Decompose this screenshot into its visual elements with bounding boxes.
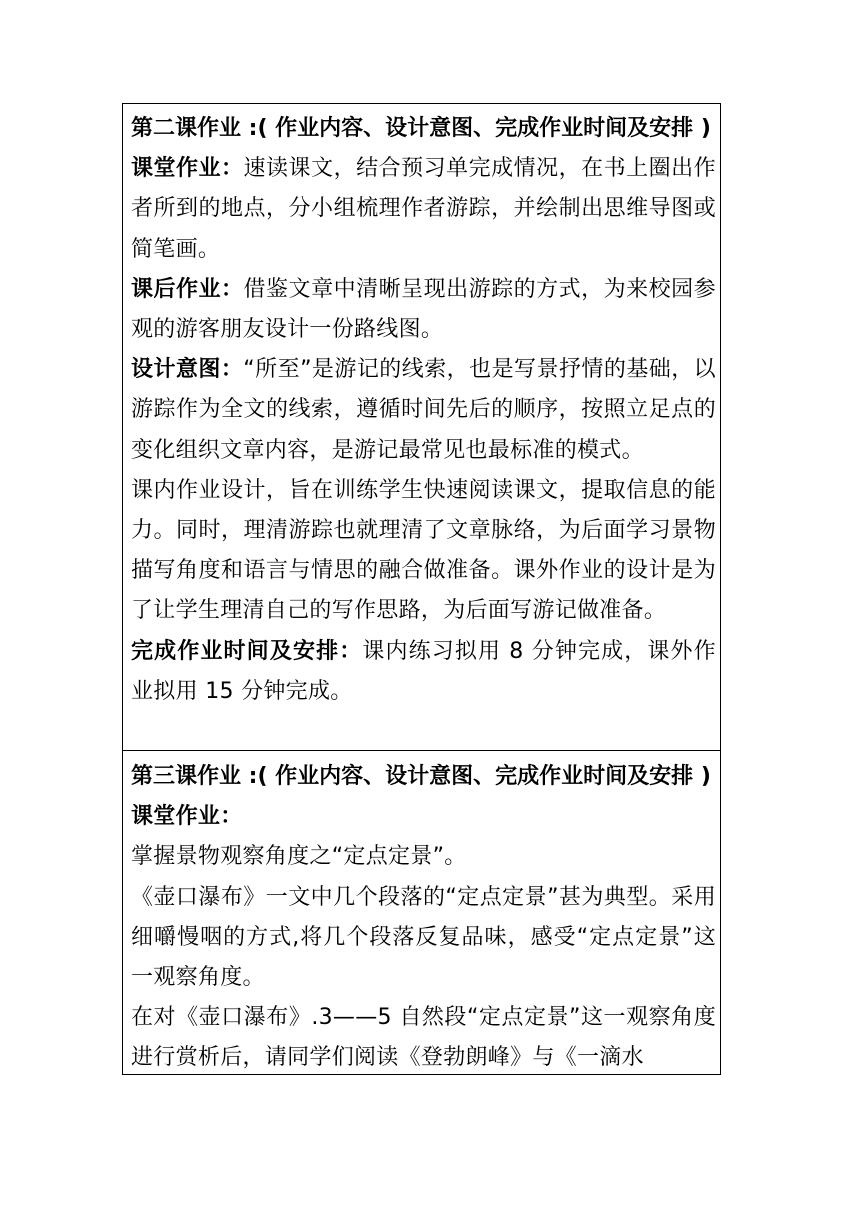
lesson2-heading: 第二课作业 :( 作业内容、设计意图、完成作业时间及安排 ) (131, 116, 711, 141)
lesson3-cell (123, 750, 720, 1074)
design-label: 设计意图： (131, 357, 244, 383)
lesson3-heading: 第三课作业 :( 作业内容、设计意图、完成作业时间及安排 ) (131, 764, 711, 789)
lesson2-classwork (131, 149, 716, 270)
homework-table (122, 103, 721, 1075)
design-text: “所至”是游记的线索，也是写景抒情的基础，以游踪作为全文的线索，遵循时间先后的顺序，按照立足点的变化组织文章内容，是游记最常见也最标准的模式。 (131, 357, 716, 463)
lesson3-line: 在对《壶口瀑布》.3——5 自然段“定点定景”这一观察角度进行赏析后，请同学们阅读《登勃朗峰》与《一滴水 (131, 1005, 716, 1071)
homework-text: 借鉴文章中清晰呈现出游踪的方式，为来校园参观的游客朋友设计一份路线图。 (131, 276, 716, 343)
lesson3-line: 《壶口瀑布》一文中几个段落的“定点定景”甚为典型。采用细嚼慢咽的方式,将几个段落反复品味，感受“定点定景”这一观察角度。 (131, 884, 716, 991)
schedule-label: 完成作业时间及安排： (131, 638, 363, 664)
lesson2-design (131, 350, 716, 471)
classwork-text: 速读课文，结合预习单完成情况，在书上圈出作者所到的地点，分小组梳理作者游踪，并绘制出思维导图或简笔画。 (131, 156, 716, 262)
schedule-text: 课内练习拟用 8 分钟完成，课外作业拟用 15 分钟完成。 (131, 638, 716, 704)
lesson3-line: 掌握景物观察角度之“定点定景”。 (131, 844, 467, 870)
lesson2-design-continued: 课内作业设计，旨在训练学生快速阅读课文，提取信息的能力。同时，理清游踪也就理清了文章脉络，为后面学习景物描写角度和语言与情思的融合做准备。课外作业的设计是为了让学生理清自己的写作思路，为后面写游记做准备。 (131, 477, 716, 624)
lesson2-homework (131, 270, 716, 350)
lesson3-classwork-label: 课堂作业： (131, 804, 243, 830)
homework-label: 课后作业： (131, 276, 244, 302)
lesson2-schedule (131, 632, 716, 712)
lesson2-cell (123, 104, 720, 750)
classwork-label: 课堂作业： (131, 156, 244, 182)
